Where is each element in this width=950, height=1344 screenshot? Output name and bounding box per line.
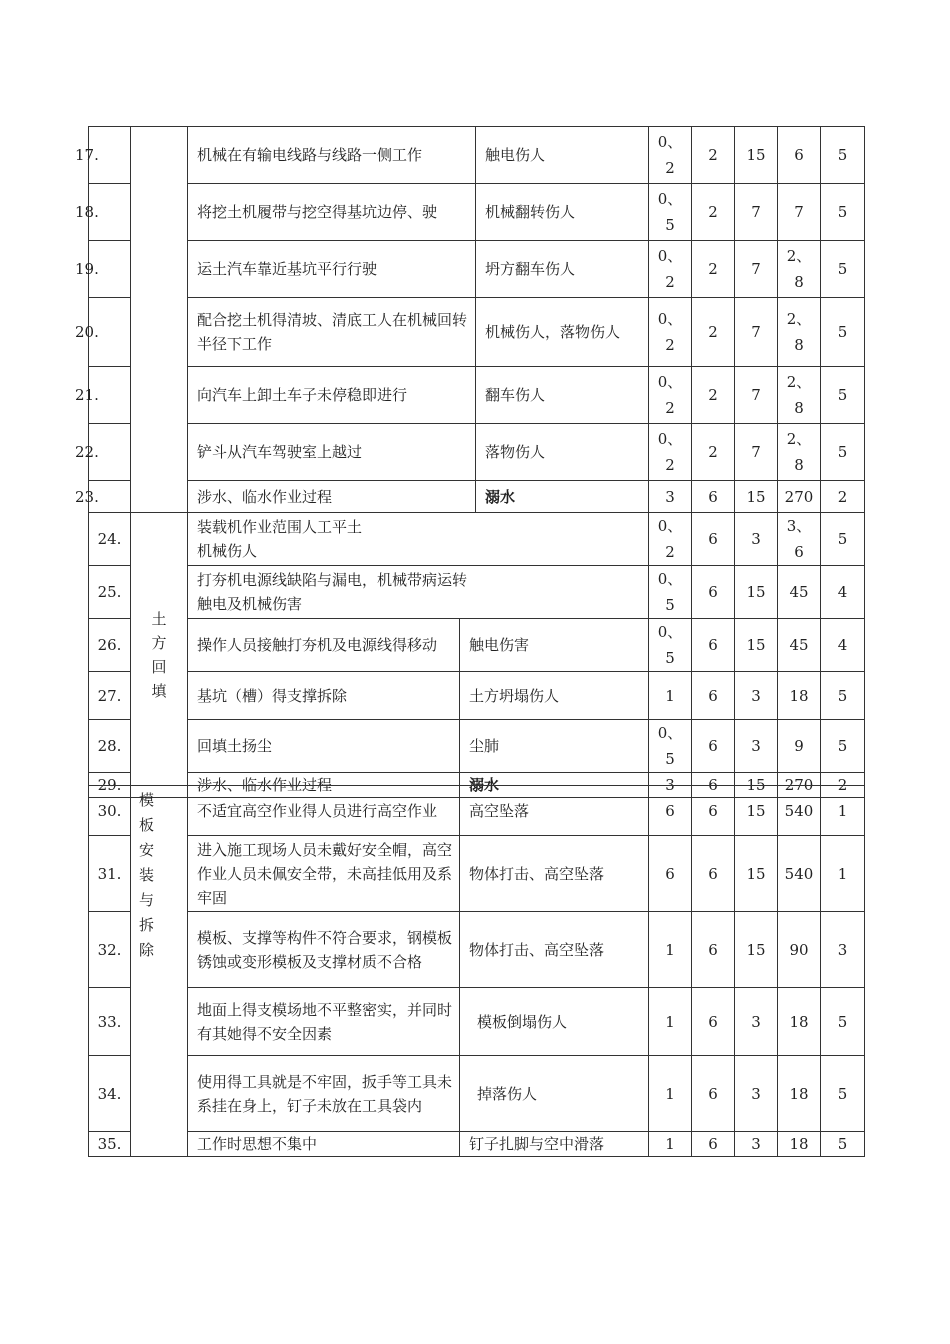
hazard-description: 向汽车上卸土车子未停稳即进行 xyxy=(188,367,476,424)
risk-level: 2 xyxy=(821,481,865,513)
hazard-consequence: 落物伤人 xyxy=(476,424,649,481)
value-D: 6 xyxy=(778,127,821,184)
table-row xyxy=(89,184,865,241)
risk-level: 5 xyxy=(821,184,865,241)
value-C: 3 xyxy=(735,513,778,566)
table-row xyxy=(89,298,865,367)
hazard-description: 打夯机电源线缺陷与漏电，机械带病运转 触电及机械伤害 xyxy=(188,566,649,619)
hazard-description: 工作时思想不集中 xyxy=(188,1132,460,1157)
row-number: 33. xyxy=(89,988,131,1056)
risk-level: 5 xyxy=(821,988,865,1056)
hazard-description: 涉水、临水作业过程 xyxy=(188,773,460,798)
value-D: 18 xyxy=(778,672,821,720)
value-L: 1 xyxy=(649,912,692,988)
row-number: 24. xyxy=(89,513,131,566)
value-E: 6 xyxy=(692,672,735,720)
table-row xyxy=(89,481,865,513)
value-D: 18 xyxy=(778,1056,821,1132)
value-E: 6 xyxy=(692,1132,735,1157)
value-L: 1 xyxy=(649,1056,692,1132)
value-D: 2、 8 xyxy=(778,298,821,367)
value-L: 0、 5 xyxy=(649,720,692,773)
table-row xyxy=(89,672,865,720)
value-E: 6 xyxy=(692,836,735,912)
hazard-description: 回填土扬尘 xyxy=(188,720,460,773)
table-row xyxy=(89,241,865,298)
row-number: 21. xyxy=(75,386,99,404)
value-D: 90 xyxy=(778,912,821,988)
hazard-description: 将挖土机履带与挖空得基坑边停、驶 xyxy=(188,184,476,241)
hazard-consequence: 物体打击、高空坠落 xyxy=(460,836,649,912)
value-L: 3 xyxy=(649,773,692,798)
value-E: 2 xyxy=(692,298,735,367)
risk-level: 5 xyxy=(821,1056,865,1132)
value-D: 18 xyxy=(778,988,821,1056)
value-D: 45 xyxy=(778,619,821,672)
value-C: 15 xyxy=(735,912,778,988)
value-L: 0、 2 xyxy=(649,424,692,481)
value-L: 1 xyxy=(649,988,692,1056)
table-row xyxy=(89,1056,865,1132)
row-number: 25. xyxy=(89,566,131,619)
value-C: 15 xyxy=(735,773,778,798)
row-number: 19. xyxy=(75,260,99,278)
value-L: 3 xyxy=(649,481,692,513)
value-D: 2、 8 xyxy=(778,241,821,298)
value-L: 0、 5 xyxy=(649,566,692,619)
value-E: 6 xyxy=(692,481,735,513)
value-D: 270 xyxy=(778,481,821,513)
value-L: 0、 2 xyxy=(649,513,692,566)
risk-level: 4 xyxy=(821,619,865,672)
table-row xyxy=(89,912,865,988)
hazard-consequence: 溺水 xyxy=(460,773,649,798)
row-number: 35. xyxy=(89,1132,131,1157)
value-C: 7 xyxy=(735,367,778,424)
value-E: 2 xyxy=(692,127,735,184)
value-D: 3、 6 xyxy=(778,513,821,566)
value-D: 2、 8 xyxy=(778,424,821,481)
hazard-table-backfill xyxy=(88,512,865,798)
value-C: 7 xyxy=(735,241,778,298)
value-L: 1 xyxy=(649,1132,692,1157)
hazard-consequence: 机械伤人，落物伤人 xyxy=(476,298,649,367)
table-row xyxy=(89,619,865,672)
value-E: 6 xyxy=(692,773,735,798)
row-number: 31. xyxy=(89,836,131,912)
hazard-consequence: 掉落伤人 xyxy=(460,1056,649,1132)
value-C: 7 xyxy=(735,184,778,241)
value-C: 15 xyxy=(735,127,778,184)
risk-level: 5 xyxy=(821,720,865,773)
hazard-description: 配合挖土机得清坡、清底工人在机械回转半径下工作 xyxy=(188,298,476,367)
category-label: 模板安装与拆除 xyxy=(139,791,161,959)
value-L: 0、 2 xyxy=(649,241,692,298)
value-E: 6 xyxy=(692,988,735,1056)
value-E: 6 xyxy=(692,619,735,672)
value-E: 6 xyxy=(692,566,735,619)
row-number: 17. xyxy=(75,146,99,164)
row-number: 26. xyxy=(89,619,131,672)
value-E: 6 xyxy=(692,912,735,988)
hazard-consequence: 钉子扎脚与空中滑落 xyxy=(460,1132,649,1157)
hazard-table-excavation xyxy=(75,126,865,513)
hazard-description: 使用得工具就是不牢固，扳手等工具未系挂在身上，钉子未放在工具袋内 xyxy=(188,1056,460,1132)
value-D: 2、 8 xyxy=(778,367,821,424)
value-L: 6 xyxy=(649,836,692,912)
hazard-description: 不适宜高空作业得人员进行高空作业 xyxy=(188,786,460,836)
row-number: 30. xyxy=(89,786,131,836)
value-C: 15 xyxy=(735,786,778,836)
row-number: 23. xyxy=(75,487,99,506)
value-D: 9 xyxy=(778,720,821,773)
value-E: 2 xyxy=(692,184,735,241)
row-number: 27. xyxy=(89,672,131,720)
hazard-description: 机械在有输电线路与线路一侧工作 xyxy=(188,127,476,184)
row-number: 32. xyxy=(89,912,131,988)
hazard-description: 地面上得支模场地不平整密实，并同时有其她得不安全因素 xyxy=(188,988,460,1056)
risk-level: 5 xyxy=(821,1132,865,1157)
risk-level: 5 xyxy=(821,367,865,424)
value-C: 15 xyxy=(735,619,778,672)
hazard-description: 运土汽车靠近基坑平行行驶 xyxy=(188,241,476,298)
value-L: 6 xyxy=(649,786,692,836)
value-D: 270 xyxy=(778,773,821,798)
value-C: 3 xyxy=(735,988,778,1056)
hazard-consequence: 触电伤害 xyxy=(460,619,649,672)
risk-level: 5 xyxy=(821,241,865,298)
hazard-consequence: 翻车伤人 xyxy=(476,367,649,424)
risk-level: 5 xyxy=(821,672,865,720)
table-row xyxy=(89,988,865,1056)
value-D: 7 xyxy=(778,184,821,241)
risk-level: 1 xyxy=(821,786,865,836)
hazard-table-formwork xyxy=(88,785,865,1157)
hazard-consequence: 模板倒塌伤人 xyxy=(460,988,649,1056)
risk-level: 2 xyxy=(821,773,865,798)
hazard-consequence: 物体打击、高空坠落 xyxy=(460,912,649,988)
hazard-consequence: 土方坍塌伤人 xyxy=(460,672,649,720)
risk-level: 4 xyxy=(821,566,865,619)
value-D: 45 xyxy=(778,566,821,619)
value-E: 6 xyxy=(692,1056,735,1132)
value-L: 0、 5 xyxy=(649,184,692,241)
hazard-description: 基坑（槽）得支撑拆除 xyxy=(188,672,460,720)
value-D: 18 xyxy=(778,1132,821,1157)
value-C: 7 xyxy=(735,298,778,367)
hazard-consequence: 坍方翻车伤人 xyxy=(476,241,649,298)
value-C: 15 xyxy=(735,566,778,619)
value-D: 540 xyxy=(778,836,821,912)
hazard-consequence: 高空坠落 xyxy=(460,786,649,836)
value-C: 15 xyxy=(735,481,778,513)
hazard-consequence: 机械翻转伤人 xyxy=(476,184,649,241)
hazard-consequence: 尘肺 xyxy=(460,720,649,773)
hazard-description: 模板、支撑等构件不符合要求，钢模板锈蚀或变形模板及支撑材质不合格 xyxy=(188,912,460,988)
hazard-description: 装载机作业范围人工平土 机械伤人 xyxy=(188,513,649,566)
category-cell xyxy=(131,513,188,798)
table-row xyxy=(89,513,865,566)
value-L: 0、 2 xyxy=(649,367,692,424)
value-E: 2 xyxy=(692,424,735,481)
table-row xyxy=(89,424,865,481)
risk-level: 5 xyxy=(821,298,865,367)
table-row xyxy=(89,566,865,619)
table-row xyxy=(89,720,865,773)
value-E: 6 xyxy=(692,786,735,836)
hazard-consequence: 触电伤人 xyxy=(476,127,649,184)
category-cell xyxy=(131,786,188,1157)
value-L: 0、 5 xyxy=(649,619,692,672)
value-L: 0、 2 xyxy=(649,298,692,367)
value-C: 15 xyxy=(735,836,778,912)
hazard-description: 铲斗从汽车驾驶室上越过 xyxy=(188,424,476,481)
row-number: 20. xyxy=(75,323,99,341)
table-row xyxy=(89,367,865,424)
hazard-description: 涉水、临水作业过程 xyxy=(188,481,476,513)
value-E: 2 xyxy=(692,241,735,298)
table-row xyxy=(89,127,865,184)
value-L: 1 xyxy=(649,672,692,720)
row-number: 29. xyxy=(89,773,131,798)
category-label: 土方回填 xyxy=(151,610,167,700)
value-C: 7 xyxy=(735,424,778,481)
row-number: 34. xyxy=(89,1056,131,1132)
value-D: 540 xyxy=(778,786,821,836)
risk-level: 1 xyxy=(821,836,865,912)
hazard-description: 进入施工现场人员未戴好安全帽，高空作业人员未佩安全带，未高挂低用及系牢固 xyxy=(188,836,460,912)
category-cell xyxy=(131,127,188,513)
row-number: 22. xyxy=(75,443,99,461)
table-row xyxy=(89,1132,865,1157)
risk-level: 3 xyxy=(821,912,865,988)
risk-level: 5 xyxy=(821,424,865,481)
value-C: 3 xyxy=(735,1056,778,1132)
value-E: 6 xyxy=(692,720,735,773)
value-L: 0、 2 xyxy=(649,127,692,184)
value-C: 3 xyxy=(735,672,778,720)
value-E: 6 xyxy=(692,513,735,566)
table-row xyxy=(89,786,865,836)
row-number: 28. xyxy=(89,720,131,773)
risk-level: 5 xyxy=(821,513,865,566)
hazard-description: 操作人员接触打夯机及电源线得移动 xyxy=(188,619,460,672)
risk-level: 5 xyxy=(821,127,865,184)
value-C: 3 xyxy=(735,720,778,773)
table-row xyxy=(89,836,865,912)
row-number: 18. xyxy=(75,203,99,221)
value-C: 3 xyxy=(735,1132,778,1157)
hazard-consequence: 溺水 xyxy=(476,481,649,513)
value-E: 2 xyxy=(692,367,735,424)
